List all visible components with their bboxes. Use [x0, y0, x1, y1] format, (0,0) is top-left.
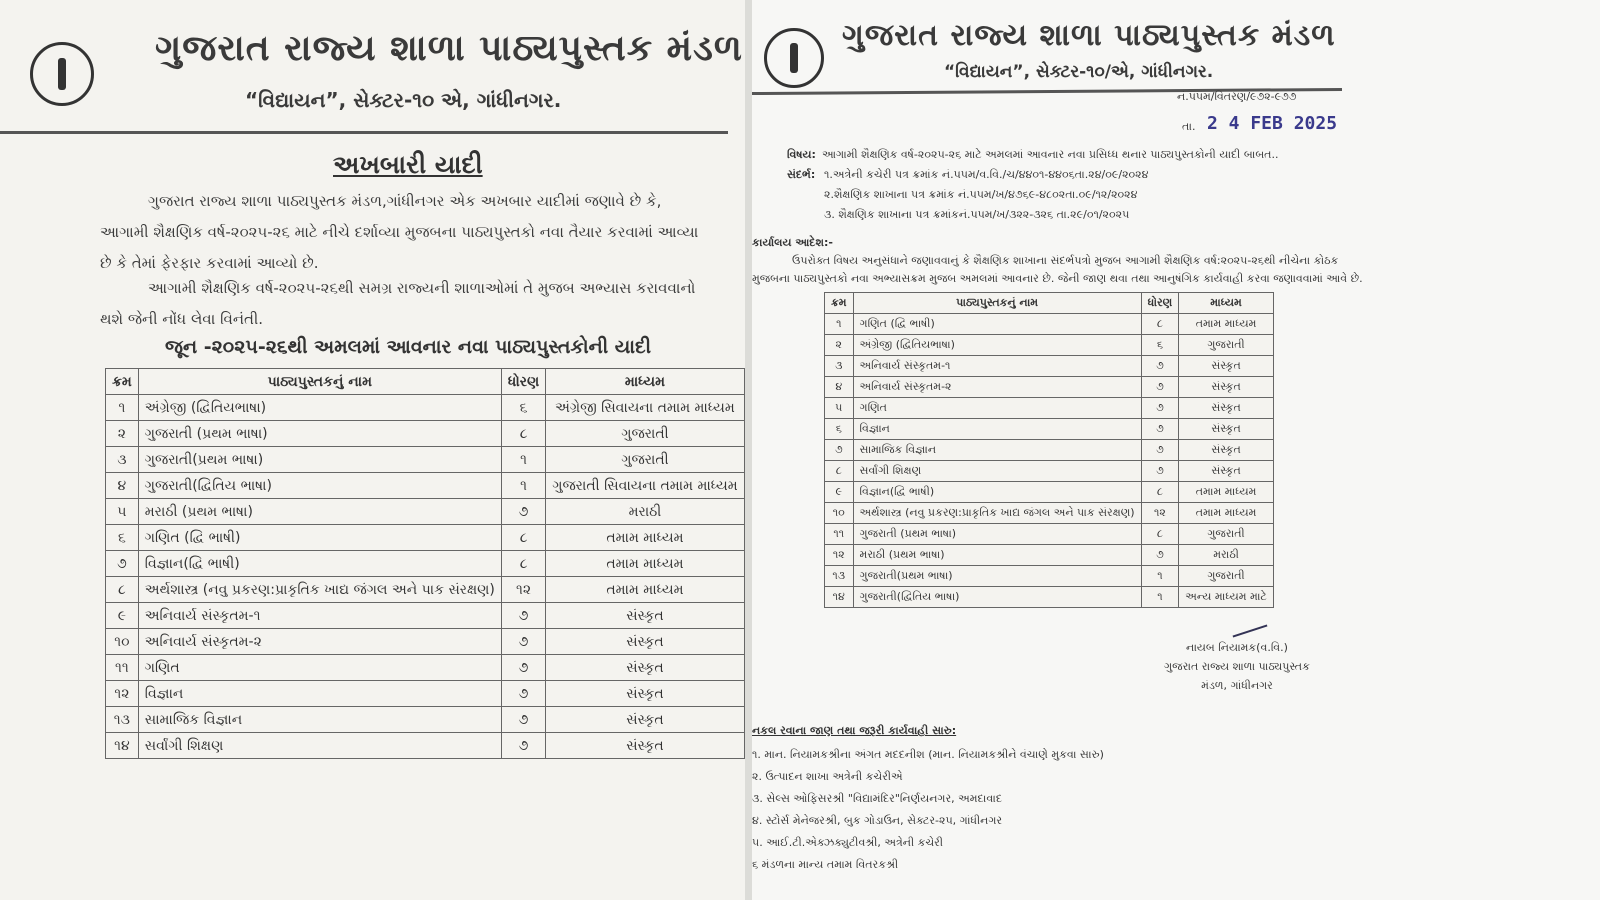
- table-cell: ગુજરાતી(દ્વિતિય ભાષા): [138, 473, 501, 499]
- press-note-page: [0, 0, 745, 900]
- table-cell: અંગ્રેજી (દ્વિતિયભાષા): [138, 395, 501, 421]
- table-cell: ૧૦: [106, 629, 139, 655]
- document-title: અખબારી યાદી: [333, 150, 483, 179]
- board-name-heading: ગુજરાત રાજ્ય શાળા પાઠ્યપુસ્તક મંડળ: [155, 28, 743, 69]
- table-cell: સંસ્કૃત: [1179, 461, 1274, 482]
- table-cell: ૭: [501, 499, 545, 525]
- column-header: માધ્યમ: [546, 369, 744, 395]
- table-cell: ૮: [1141, 482, 1179, 503]
- table-row: [106, 421, 745, 447]
- table-row: [825, 524, 1274, 545]
- column-header: ધોરણ: [1141, 293, 1179, 314]
- table-cell: ગણિત: [138, 655, 501, 681]
- table-cell: સંસ્કૃત: [546, 655, 744, 681]
- table-cell: સંસ્કૃત: [546, 681, 744, 707]
- copy-item-4: ૪. સ્ટોર્સ મેનેજરશ્રી, બુક ગોડાઉન, સેક્ટર-૨૫, ગાંધીનગર: [752, 814, 1003, 827]
- table-row: [106, 707, 745, 733]
- table-cell: અંગ્રેજી (દ્વિતિયભાષા): [853, 335, 1141, 356]
- table-cell: સંસ્કૃત: [546, 603, 744, 629]
- table-row: [825, 566, 1274, 587]
- table-cell: સંસ્કૃત: [1179, 419, 1274, 440]
- table-cell: ૧: [1141, 566, 1179, 587]
- subject-label: વિષય:: [787, 148, 816, 161]
- column-header: ક્રમ: [825, 293, 854, 314]
- press-paragraph-2: આગામી શૈક્ષણિક વર્ષ-૨૦૨૫-૨૬થી સમગ્ર રાજ્યની શાળાઓમાં તે મુજબ અભ્યાસ કરાવવાનો થશે જેની નોંધ લેવા વિનંતી.: [100, 279, 696, 328]
- board-address: “વિદ્યાયન”, સેક્ટર-૧૦/એ, ગાંધીનગર.: [944, 62, 1214, 82]
- order-text-line-2: મુજબના પાઠ્યપુસ્તકો નવા અભ્યાસક્રમ મુજબ અમલમાં આવનાર છે. જેની જાણ થવા તથા આનુષંગિક કાર્યવાહી કરવા જણાવવામાં આવે છે.: [752, 272, 1363, 285]
- table-cell: ગુજરાતી સિવાયના તમામ માધ્યમ: [546, 473, 744, 499]
- table-row: [106, 551, 745, 577]
- table-row: [825, 587, 1274, 608]
- table-cell: ૮: [501, 421, 545, 447]
- table-cell: ૧૩: [825, 566, 854, 587]
- table-cell: ૭: [501, 681, 545, 707]
- table-cell: તમામ માધ્યમ: [546, 551, 744, 577]
- table-cell: સંસ્કૃત: [546, 733, 744, 759]
- table-cell: તમામ માધ્યમ: [546, 577, 744, 603]
- signature-scribble: [1233, 624, 1268, 637]
- table-cell: અનિવાર્ય સંસ્કૃતમ-૨: [853, 377, 1141, 398]
- table-cell: ૪: [106, 473, 139, 499]
- table-cell: ૬: [501, 395, 545, 421]
- table-cell: સંસ્કૃત: [1179, 440, 1274, 461]
- table-cell: તમામ માધ્યમ: [546, 525, 744, 551]
- textbook-table: [824, 292, 1274, 608]
- table-cell: ૭: [1141, 461, 1179, 482]
- table-cell: ૩: [825, 356, 854, 377]
- table-cell: અર્થશાસ્ત્ર (નવુ પ્રકરણ:પ્રાકૃતિક ખાદ્ય જંગલ અને પાક સંરક્ષણ): [853, 503, 1141, 524]
- table-row: [106, 655, 745, 681]
- table-row: [825, 398, 1274, 419]
- table-cell: ૭: [1141, 356, 1179, 377]
- table-cell: ૭: [501, 655, 545, 681]
- copy-to-heading: નકલ રવાના જાણ તથા જરૂરી કાર્યવાહી સારુ:: [752, 724, 957, 737]
- header-divider: [0, 131, 728, 134]
- table-row: [106, 395, 745, 421]
- table-cell: ૮: [1141, 524, 1179, 545]
- table-cell: ૧૨: [1141, 503, 1179, 524]
- copy-item-6: ૬ મંડળના માન્ય તમામ વિતરકશ્રી: [752, 858, 899, 871]
- board-emblem-icon: [30, 42, 94, 106]
- table-row: [106, 447, 745, 473]
- table-cell: ૭: [1141, 398, 1179, 419]
- table-cell: અન્ય માધ્યમ માટે: [1179, 587, 1274, 608]
- table-cell: ૬: [1141, 335, 1179, 356]
- table-row: [825, 335, 1274, 356]
- table-cell: સંસ્કૃત: [1179, 377, 1274, 398]
- table-cell: સામાજિક વિજ્ઞાન: [138, 707, 501, 733]
- table-cell: ૮: [1141, 314, 1179, 335]
- table-cell: ૧૧: [106, 655, 139, 681]
- table-cell: તમામ માધ્યમ: [1179, 314, 1274, 335]
- table-cell: ૧૪: [825, 587, 854, 608]
- table-cell: સંસ્કૃત: [1179, 356, 1274, 377]
- table-row: [825, 314, 1274, 335]
- table-cell: વિજ્ઞાન(દ્વિ ભાષી): [138, 551, 501, 577]
- table-row: [825, 419, 1274, 440]
- table-cell: ૧: [501, 447, 545, 473]
- date-stamp: 2 4 FEB 2025: [1207, 113, 1338, 134]
- column-header: ધોરણ: [501, 369, 545, 395]
- table-cell: વિજ્ઞાન(દ્વિ ભાષી): [853, 482, 1141, 503]
- table-header-row: [106, 369, 745, 395]
- table-row: [106, 603, 745, 629]
- table-cell: ગુજરાતી(પ્રથમ ભાષા): [853, 566, 1141, 587]
- table-cell: ૪: [825, 377, 854, 398]
- table-cell: સર્વાંગી શિક્ષણ: [853, 461, 1141, 482]
- table-cell: સંસ્કૃત: [546, 707, 744, 733]
- table-cell: ગુજરાતી: [546, 421, 744, 447]
- table-row: [825, 482, 1274, 503]
- press-paragraph-1: ગુજરાત રાજ્ય શાળા પાઠ્યપુસ્તક મંડળ,ગાંધીનગર એક અખબાર યાદીમાં જણાવે છે કે, આગામી શૈક્ષણિક વર્ષ-૨૦૨૫-૨૬ માટે નીચે દર્શાવ્યા મુજબના પાઠ્યપુસ્તકો નવા તૈયાર કરવામાં આવ્યા છે કે તેમાં ફેરફાર કરવામાં આવ્યો છે.: [100, 192, 699, 272]
- order-text-line-1: ઉપરોક્ત વિષય અનુસંધાને જણાવવાનું કે શૈક્ષણિક શાખાના સંદર્ભપત્રો મુજબ આગામી શૈક્ષણિક વર્ષ:૨૦૨૫-૨૬થી નીચેના કોઠક: [792, 254, 1339, 267]
- board-name-heading: ગુજરાત રાજ્ય શાળા પાઠ્યપુસ્તક મંડળ: [842, 18, 1336, 53]
- table-cell: મરાઠી (પ્રથમ ભાષા): [853, 545, 1141, 566]
- table-cell: ૭: [1141, 545, 1179, 566]
- subject-text: આગામી શૈક્ષણિક વર્ષ-૨૦૨૫-૨૬ માટે અમલમાં આવનાર નવા પ્રસિધ્ધ થનાર પાઠ્યપુસ્તકોની યાદી બાબત..: [822, 148, 1279, 161]
- table-cell: ૫: [106, 499, 139, 525]
- table-cell: ૯: [106, 603, 139, 629]
- table-row: [825, 440, 1274, 461]
- table-cell: ૭: [106, 551, 139, 577]
- table-cell: અંગ્રેજી સિવાયના તમામ માધ્યમ: [546, 395, 744, 421]
- copy-item-1: ૧. માન. નિયામકશ્રીના અંગત મદદનીશ (માન. નિયામકશ્રીને વંચાણે મુકવા સારુ): [752, 748, 1104, 761]
- table-cell: ગુજરાતી (પ્રથમ ભાષા): [853, 524, 1141, 545]
- copy-item-2: ૨. ઉત્પાદન શાખા અત્રેની કચેરીએ: [752, 770, 903, 783]
- board-emblem-icon: [764, 28, 824, 88]
- table-cell: સંસ્કૃત: [1179, 398, 1274, 419]
- table-cell: ૭: [825, 440, 854, 461]
- table-cell: ૧૧: [825, 524, 854, 545]
- table-cell: ૧: [501, 473, 545, 499]
- copy-item-3: ૩. સેલ્સ ઓફિસરશ્રી "વિદ્યામંદિર"નિર્ણયનગર, અમદાવાદ: [752, 792, 1003, 805]
- column-header: પાઠ્યપુસ્તકનું નામ: [853, 293, 1141, 314]
- table-cell: ૭: [1141, 419, 1179, 440]
- table-cell: ગુજરાતી (પ્રથમ ભાષા): [138, 421, 501, 447]
- signatory-place: મંડળ, ગાંધીનગર: [1201, 679, 1273, 692]
- office-order-page: [752, 0, 1600, 900]
- table-cell: ૧૩: [106, 707, 139, 733]
- table-row: [106, 473, 745, 499]
- table-cell: ગણિત: [853, 398, 1141, 419]
- table-cell: ૧૨: [825, 545, 854, 566]
- table-cell: ગુજરાતી(દ્વિતિય ભાષા): [853, 587, 1141, 608]
- textbook-table: [105, 368, 745, 759]
- table-cell: સંસ્કૃત: [546, 629, 744, 655]
- table-row: [106, 733, 745, 759]
- table-cell: ૧૨: [501, 577, 545, 603]
- table-row: [825, 356, 1274, 377]
- table-cell: મરાઠી (પ્રથમ ભાષા): [138, 499, 501, 525]
- column-header: માધ્યમ: [1179, 293, 1274, 314]
- table-cell: વિજ્ઞાન: [853, 419, 1141, 440]
- table-cell: ૮: [501, 525, 545, 551]
- reference-3: ૩. શૈક્ષણિક શાખાના પત્ર ક્રમાંકનં.પપમ/ખ/૩૨૨-૩૨૬ તા.૨૯/૦૧/૨૦૨૫: [824, 208, 1130, 221]
- table-cell: ૭: [501, 603, 545, 629]
- signatory-office: ગુજરાત રાજ્ય શાળા પાઠ્યપુસ્તક: [1164, 660, 1310, 673]
- table-cell: ૭: [501, 629, 545, 655]
- letter-number: નં.પપમ/વિતરણ/૯૭૨-૯૭૭: [1177, 90, 1297, 103]
- table-cell: ૩: [106, 447, 139, 473]
- column-header: ક્રમ: [106, 369, 139, 395]
- table-cell: અર્થશાસ્ત્ર (નવુ પ્રકરણ:પ્રાકૃતિક ખાદ્ય જંગલ અને પાક સંરક્ષણ): [138, 577, 501, 603]
- table-cell: ગુજરાતી: [1179, 335, 1274, 356]
- table-cell: ૭: [1141, 377, 1179, 398]
- table-cell: અનિવાર્ય સંસ્કૃતમ-૧: [853, 356, 1141, 377]
- table-cell: ૭: [501, 733, 545, 759]
- table-cell: ૫: [825, 398, 854, 419]
- table-cell: ગુજરાતી(પ્રથમ ભાષા): [138, 447, 501, 473]
- board-address: “વિદ્યાયન”, સેક્ટર-૧૦ એ, ગાંધીનગર.: [245, 88, 562, 112]
- table-cell: ૧: [1141, 587, 1179, 608]
- table-cell: ૧૪: [106, 733, 139, 759]
- reference-label: સંદર્ભ:: [787, 168, 816, 181]
- table-cell: ૯: [825, 482, 854, 503]
- table-cell: તમામ માધ્યમ: [1179, 482, 1274, 503]
- reference-2: ૨.શૈક્ષણિક શાખાના પત્ર ક્રમાંક નં.પપમ/ખ/૪૭૬૯-૪૮૦૨તા.૦૯/૧૨/૨૦૨૪: [824, 188, 1138, 201]
- table-row: [106, 681, 745, 707]
- table-row: [106, 499, 745, 525]
- table-cell: સર્વાંગી શિક્ષણ: [138, 733, 501, 759]
- table-cell: ૨: [106, 421, 139, 447]
- table-cell: ગુજરાતી: [1179, 566, 1274, 587]
- table-cell: ગણિત (દ્વિ ભાષી): [138, 525, 501, 551]
- office-order-label: કાર્યાલય આદેશ:-: [752, 236, 833, 249]
- table-cell: ૮: [106, 577, 139, 603]
- table-cell: ગણિત (દ્વિ ભાષી): [853, 314, 1141, 335]
- table-cell: અનિવાર્ય સંસ્કૃતમ-૧: [138, 603, 501, 629]
- textbook-list-title: જૂન -૨૦૨૫-૨૬થી અમલમાં આવનાર નવા પાઠ્યપુસ્તકોની યાદી: [165, 336, 652, 358]
- table-header-row: [825, 293, 1274, 314]
- table-cell: ૧: [106, 395, 139, 421]
- table-cell: ગુજરાતી: [546, 447, 744, 473]
- table-cell: તમામ માધ્યમ: [1179, 503, 1274, 524]
- reference-1: ૧.અત્રેની કચેરી પત્ર ક્રમાંક નં.પપમ/વ.વિ./ચ/૪૪૦૧-૪૪૦૬તા.૨૪/૦૯/૨૦૨૪: [824, 168, 1149, 181]
- table-cell: વિજ્ઞાન: [138, 681, 501, 707]
- table-cell: ૭: [501, 707, 545, 733]
- table-row: [106, 525, 745, 551]
- table-cell: ૭: [1141, 440, 1179, 461]
- table-cell: ૬: [106, 525, 139, 551]
- table-row: [825, 377, 1274, 398]
- table-cell: ૨: [825, 335, 854, 356]
- table-cell: સામાજિક વિજ્ઞાન: [853, 440, 1141, 461]
- table-row: [106, 629, 745, 655]
- table-row: [825, 503, 1274, 524]
- table-row: [825, 461, 1274, 482]
- table-cell: ૮: [825, 461, 854, 482]
- table-cell: ૧૨: [106, 681, 139, 707]
- table-cell: અનિવાર્ય સંસ્કૃતમ-૨: [138, 629, 501, 655]
- table-cell: ૮: [501, 551, 545, 577]
- signature-block: [1147, 638, 1327, 695]
- table-cell: ૧૦: [825, 503, 854, 524]
- table-cell: મરાઠી: [546, 499, 744, 525]
- copy-item-5: ૫. આઈ.ટી.એક્ઝક્યુટીવશ્રી, અત્રેની કચેરી: [752, 836, 944, 849]
- table-row: [106, 577, 745, 603]
- table-row: [825, 545, 1274, 566]
- table-cell: ૬: [825, 419, 854, 440]
- column-header: પાઠ્યપુસ્તકનું નામ: [138, 369, 501, 395]
- table-cell: ૧: [825, 314, 854, 335]
- signatory-designation: નાયબ નિયામક(વ.વિ.): [1186, 641, 1288, 654]
- table-cell: ગુજરાતી: [1179, 524, 1274, 545]
- table-cell: મરાઠી: [1179, 545, 1274, 566]
- date-label: તા.: [1182, 120, 1196, 133]
